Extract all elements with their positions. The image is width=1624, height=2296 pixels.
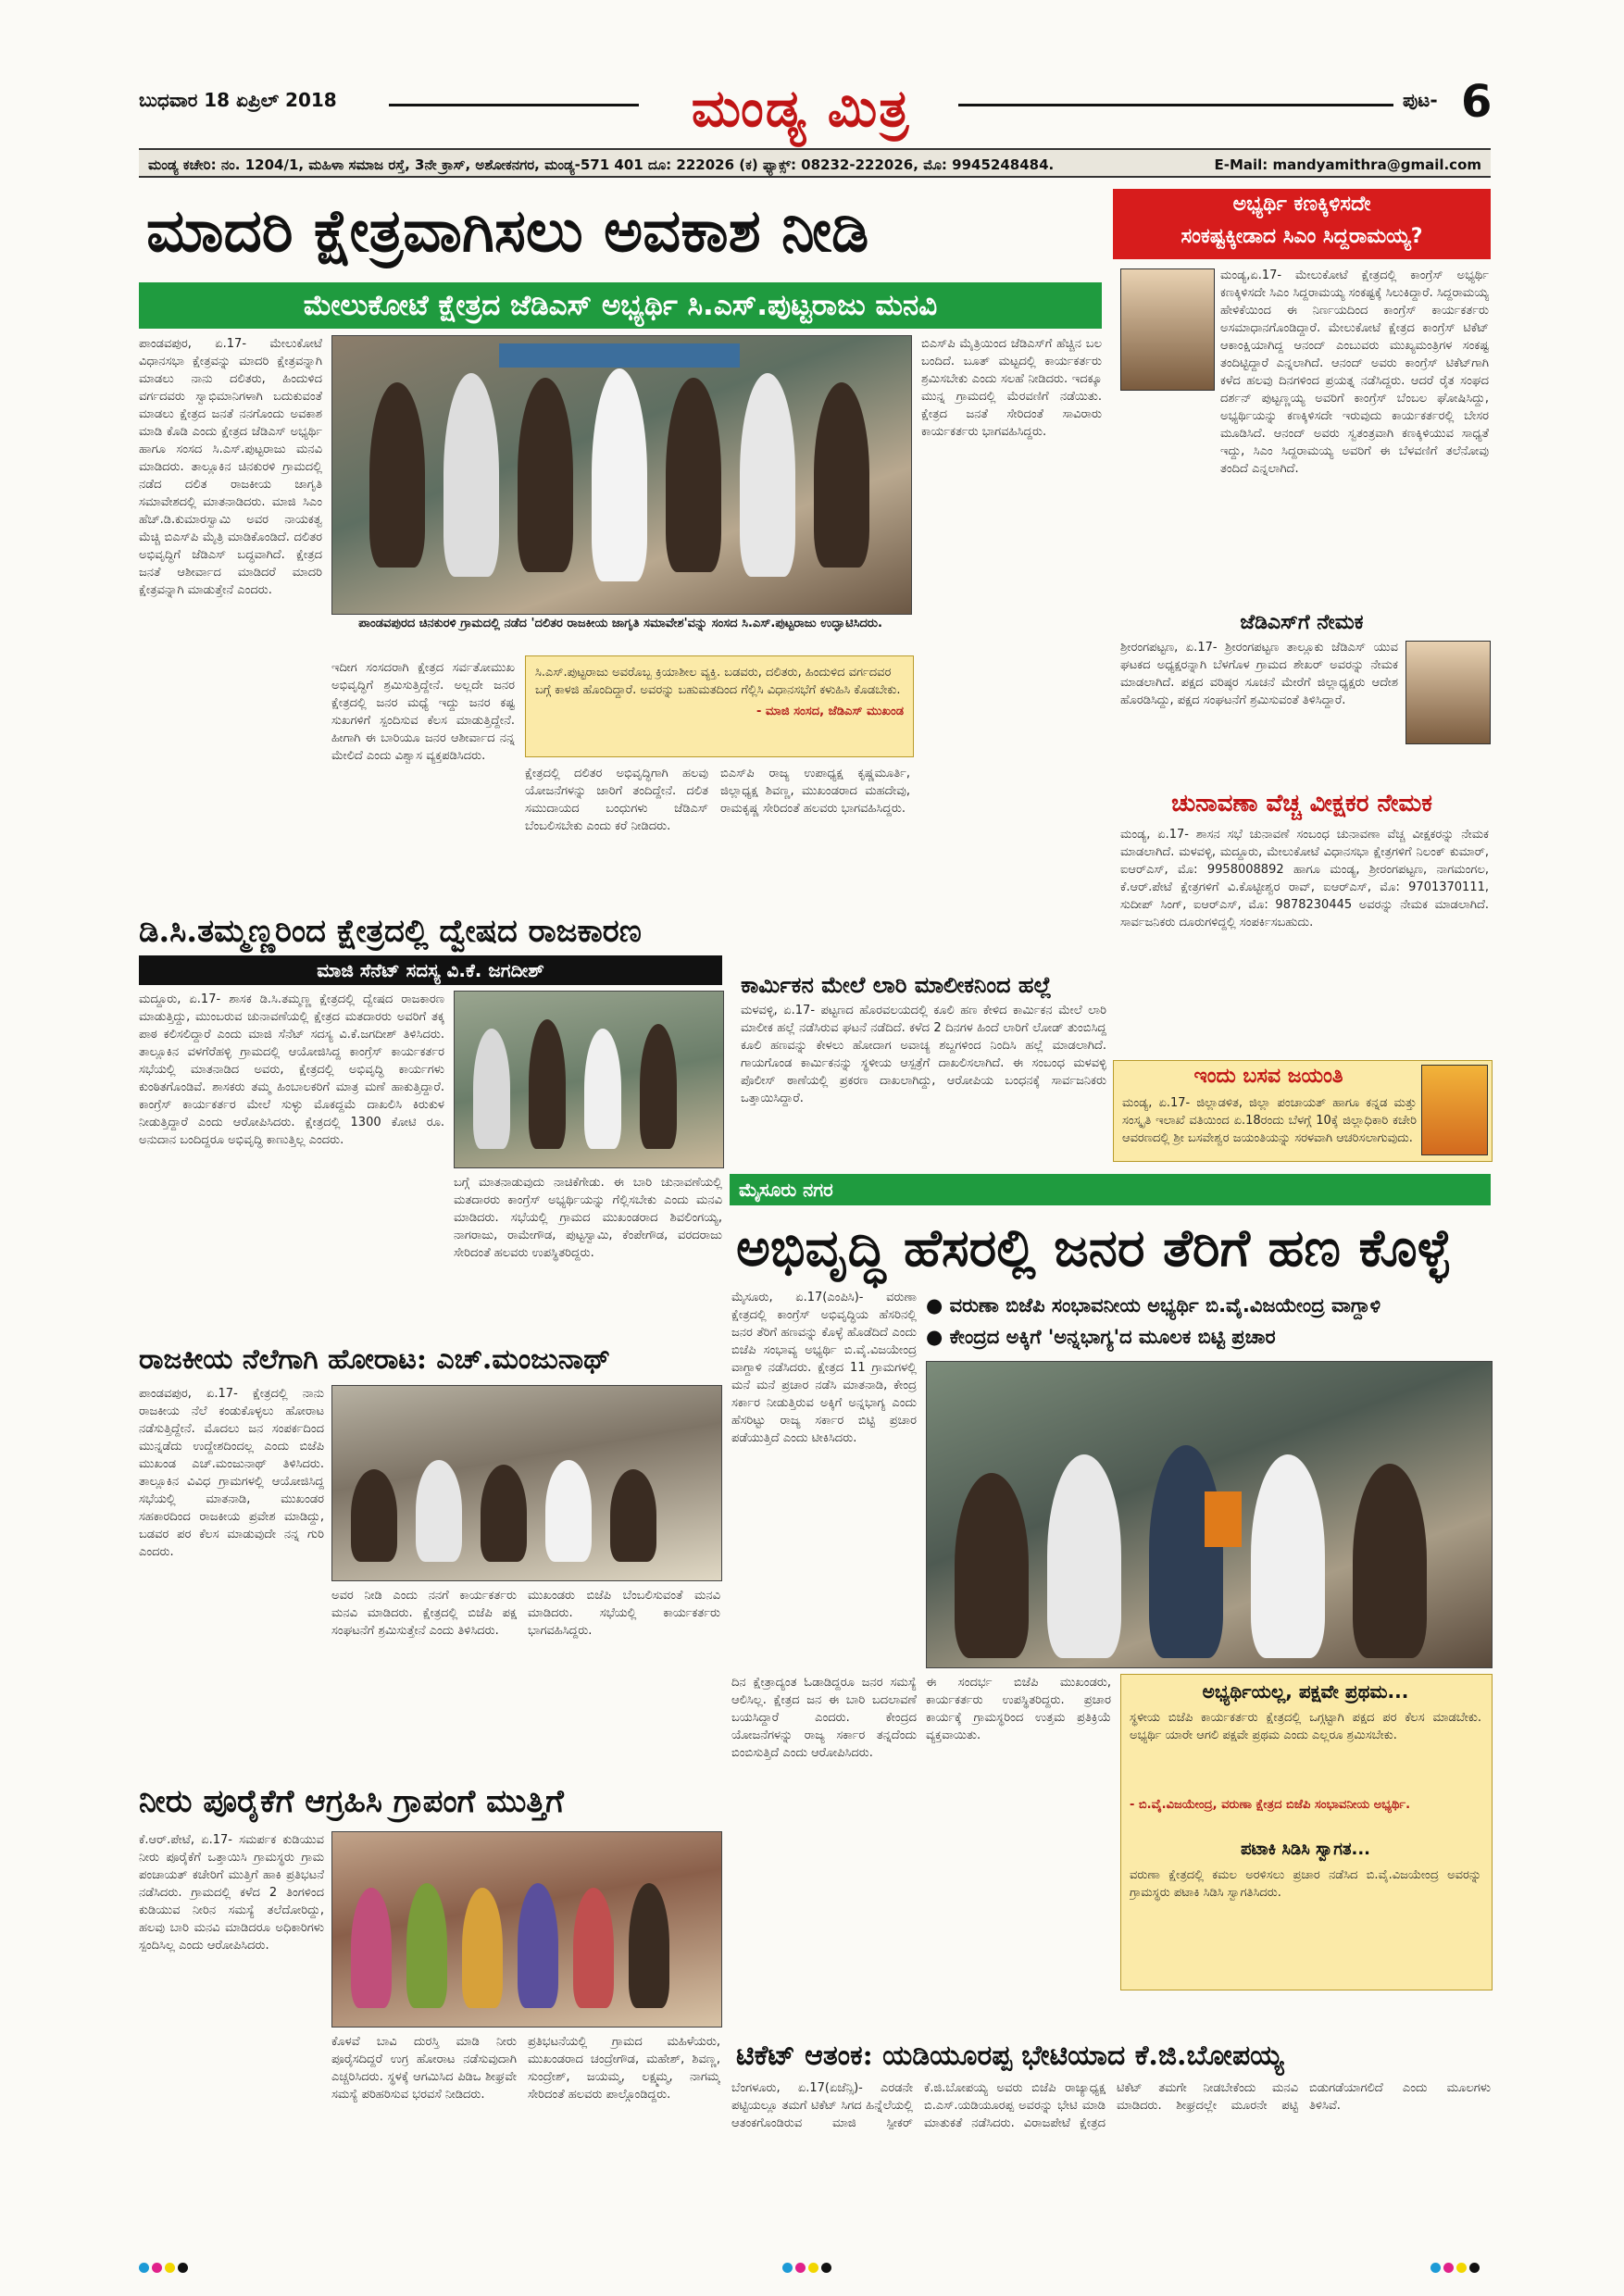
story5-text3: ಪ್ರತಿಭಟನೆಯಲ್ಲಿ ಗ್ರಾಮದ ಮಹಿಳೆಯರು, ಮುಖಂಡರಾದ ಚಂದ್ರೇಗೌಡ, ಮಹೇಶ್, ಶಿವಣ್ಣ, ಸುಂದ್ರೇಶ್, ಜಯಮ್ಮ, ಲಕ್ಷ್ಮಮ್ಮ, ನಾಗಮ್ಮ ಸೇರಿದಂತೆ ಹಲವರು ಪಾಲ್ಗೊಂಡಿದ್ದರು.: [528, 2035, 720, 2102]
sidebar1-title-box: [1113, 189, 1491, 259]
story6-text1: ಮೈಸೂರು, ಏ.17(ಎಂಪಿಸಿ)- ವರುಣಾ ಕ್ಷೇತ್ರದಲ್ಲಿ ಕಾಂಗ್ರೆಸ್ ಅಭಿವೃದ್ಧಿಯ ಹೆಸರಿನಲ್ಲಿ ಜನರ ತೆರಿಗೆ ಹಣವನ್ನು ಕೊಳ್ಳೆ ಹೊಡೆದಿದೆ ಎಂದು ಬಿಜೆಪಿ ಸಂಭಾವ್ಯ ಅಭ್ಯರ್ಥಿ ಬಿ.ವೈ.ವಿಜಯೇಂದ್ರ ವಾಗ್ದಾಳಿ ನಡೆಸಿದರು. ಕ್ಷೇತ್ರದ 11 ಗ್ರಾಮಗಳಲ್ಲಿ ಮನೆ ಮನೆ ಪ್ರಚಾರ ನಡೆಸಿ ಮಾತನಾಡಿ, ಕೇಂದ್ರ ಸರ್ಕಾರ ನೀಡುತ್ತಿರುವ ಅಕ್ಕಿಗೆ ಅನ್ನಭಾಗ್ಯ ಎಂದು ಹೆಸರಿಟ್ಟು ರಾಜ್ಯ ಸರ್ಕಾರ ಬಿಟ್ಟಿ ಪ್ರಚಾರ ಪಡೆಯುತ್ತಿದೆ ಎಂದು ಟೀಕಿಸಿದರು.: [731, 1291, 917, 1445]
story4-text3: ಮುಖಂಡರು ಬಿಜೆಪಿ ಬೆಂಬಲಿಸುವಂತೆ ಮನವಿ ಮಾಡಿದರು. ಸಭೆಯಲ್ಲಿ ಕಾರ್ಯಕರ್ತರು ಭಾಗವಹಿಸಿದ್ದರು.: [528, 1589, 720, 1638]
story7-headline: ಟಿಕೆಟ್ ಆತಂಕ: ಯಡಿಯೂರಪ್ಪ ಭೇಟಿಯಾದ ಕೆ.ಜಿ.ಬೋಪಯ್ಯ: [736, 2040, 1284, 2072]
story1-column5: ಬಿಎಸ್‌ಪಿ ಮೈತ್ರಿಯಿಂದ ಜೆಡಿಎಸ್‌ಗೆ ಹೆಚ್ಚಿನ ಬಲ ಬಂದಿದೆ. ಬೂತ್ ಮಟ್ಟದಲ್ಲಿ ಕಾರ್ಯಕರ್ತರು ಶ್ರಮಿಸಬೇಕು ಎಂದು ಸಲಹೆ ನೀಡಿದರು. ಇದಕ್ಕೂ ಮುನ್ನ ಗ್ರಾಮದಲ್ಲಿ ಮೆರವಣಿಗೆ ನಡೆಯಿತು. ಕ್ಷೇತ್ರದ ಜನತೆ ಸೇರಿದಂತೆ ಸಾವಿರಾರು ಕಾರ್ಯಕರ್ತರು ಭಾಗವಹಿಸಿದ್ದರು.: [921, 337, 1102, 439]
bullet1-text: ವರುಣಾ ಬಿಜೆಪಿ ಸಂಭಾವನೀಯ ಅಭ್ಯರ್ಥಿ ಬಿ.ವೈ.ವಿಜಯೇಂದ್ರ ವಾಗ್ದಾಳಿ: [949, 1294, 1381, 1316]
story5-text1: ಕೆ.ಆರ್.ಪೇಟೆ, ಏ.17- ಸಮರ್ಪಕ ಕುಡಿಯುವ ನೀರು ಪೂರೈಕೆಗೆ ಒತ್ತಾಯಿಸಿ ಗ್ರಾಮಸ್ಥರು ಗ್ರಾಮ ಪಂಚಾಯತ್ ಕಚೇರಿಗೆ ಮುತ್ತಿಗೆ ಹಾಕಿ ಪ್ರತಿಭಟನೆ ನಡೆಸಿದರು. ಗ್ರಾಮದಲ್ಲಿ ಕಳೆದ 2 ತಿಂಗಳಿಂದ ಕುಡಿಯುವ ನೀರಿನ ಸಮಸ್ಯೆ ತಲೆದೋರಿದ್ದು, ಹಲವು ಬಾರಿ ಮನವಿ ಮಾಡಿದರೂ ಅಧಿಕಾರಿಗಳು ಸ್ಪಂದಿಸಿಲ್ಲ ಎಂದು ಆರೋಪಿಸಿದರು.: [139, 1833, 324, 1953]
story1-column2: ಇದೀಗ ಸಂಸದರಾಗಿ ಕ್ಷೇತ್ರದ ಸರ್ವತೋಮುಖ ಅಭಿವೃದ್ಧಿಗೆ ಶ್ರಮಿಸುತ್ತಿದ್ದೇನೆ. ಅಲ್ಲದೇ ಜನರ ಕ್ಷೇತ್ರದಲ್ಲಿ ಜನರ ಮಧ್ಯೆ ಇದ್ದು ಜನರ ಕಷ್ಟ ಸುಖಗಳಿಗೆ ಸ್ಪಂದಿಸುವ ಕೆಲಸ ಮಾಡುತ್ತಿದ್ದೇನೆ. ಹೀಗಾಗಿ ಈ ಬಾರಿಯೂ ಜನರ ಆಶೀರ್ವಾದ ನನ್ನ ಮೇಲಿದೆ ಎಂದು ವಿಶ್ವಾಸ ವ್ಯಕ್ತಪಡಿಸಿದರು.: [331, 661, 515, 763]
story6-bullet1: ● ವರುಣಾ ಬಿಜೆಪಿ ಸಂಭಾವನೀಯ ಅಭ್ಯರ್ಥಿ ಬಿ.ವೈ.ವಿಜಯೇಂದ್ರ ವಾಗ್ದಾಳಿ: [926, 1294, 1381, 1316]
masthead-rule-left: [389, 104, 639, 106]
basavanna-portrait: [1421, 1065, 1488, 1155]
registration-marks-center: [782, 2259, 834, 2277]
story2-headline: ಡಿ.ಸಿ.ತಮ್ಮಣ್ಣರಿಂದ ಕ್ಷೇತ್ರದಲ್ಲಿ ದ್ವೇಷದ ರಾಜಕಾರಣ: [139, 913, 642, 950]
page-label: ಪುಟ-: [1403, 89, 1438, 111]
sidebar2-text: ಶ್ರೀರಂಗಪಟ್ಟಣ, ಏ.17- ಶ್ರೀರಂಗಪಟ್ಟಣ ತಾಲ್ಲೂಕು ಜೆಡಿಎಸ್ ಯುವ ಘಟಕದ ಅಧ್ಯಕ್ಷರನ್ನಾಗಿ ಬೆಳಗೊಳ ಗ್ರಾಮದ ಶೇಖರ್ ಅವರನ್ನು ನೇಮಕ ಮಾಡಲಾಗಿದೆ. ಪಕ್ಷದ ವರಿಷ್ಠರ ಸೂಚನೆ ಮೇರೆಗೆ ಜಿಲ್ಲಾಧ್ಯಕ್ಷರು ಆದೇಶ ಹೊರಡಿಸಿದ್ದು, ಪಕ್ಷದ ಸಂಘಟನೆಗೆ ಶ್ರಮಿಸುವಂತೆ ತಿಳಿಸಿದ್ದಾರೆ.: [1120, 641, 1398, 707]
sidebar3-text: ಮಂಡ್ಯ, ಏ.17- ಶಾಸನ ಸಭೆ ಚುನಾವಣೆ ಸಂಬಂಧ ಚುನಾವಣಾ ವೆಚ್ಚ ವೀಕ್ಷಕರನ್ನು ನೇಮಕ ಮಾಡಲಾಗಿದೆ. ಮಳವಳ್ಳಿ, ಮದ್ದೂರು, ಮೇಲುಕೋಟೆ ವಿಧಾನಸಭಾ ಕ್ಷೇತ್ರಗಳಿಗೆ ನಿಲಂಕ್ ಕುಮಾರ್, ಐಆರ್‌ಎಸ್, ಮೊ: 9958008892 ಹಾಗೂ ಮಂಡ್ಯ, ಶ್ರೀರಂಗಪಟ್ಟಣ, ನಾಗಮಂಗಲ, ಕೆ.ಆರ್.ಪೇಟೆ ಕ್ಷೇತ್ರಗಳಿಗೆ ವಿ.ಕೊಟ್ಟೀಶ್ವರ ರಾವ್, ಐಆರ್‌ಎಸ್, ಮೊ: 9701370111, ಸುದೀಪ್ ಸಿಂಗ್, ಐಆರ್‌ಎಸ್, ಮೊ: 9878230445 ಅವರನ್ನು ನೇಮಕ ಮಾಡಲಾಗಿದೆ. ಸಾರ್ವಜನಿಕರು ದೂರುಗಳಿದ್ದಲ್ಲಿ ಸಂಪರ್ಕಿಸಬಹುದು.: [1120, 828, 1489, 930]
sidebar1-text: ಮಂಡ್ಯ,ಏ.17- ಮೇಲುಕೋಟೆ ಕ್ಷೇತ್ರದಲ್ಲಿ ಕಾಂಗ್ರೆಸ್ ಅಭ್ಯರ್ಥಿ ಕಣಕ್ಕಿಳಿಸದೇ ಸಿಎಂ ಸಿದ್ದರಾಮಯ್ಯ ಸಂಕಷ್ಟಕ್ಕೆ ಸಿಲುಕಿದ್ದಾರೆ. ಸಿದ್ದರಾಮಯ್ಯ ಹೇಳಿಕೆಯಿಂದ ಈ ನಿರ್ಣಯದಿಂದ ಕಾಂಗ್ರೆಸ್ ಕಾರ್ಯಕರ್ತರು ಅಸಮಾಧಾನಗೊಂಡಿದ್ದಾರೆ. ಮೇಲುಕೋಟೆ ಕ್ಷೇತ್ರದ ಕಾಂಗ್ರೆಸ್ ಟಿಕೆಟ್ ಆಕಾಂಕ್ಷಿಯಾಗಿದ್ದ ಆನಂದ್ ಎಂಬುವರು ಮುಖ್ಯಮಂತ್ರಿಗಳ ಸಂಕಷ್ಟ ತಂದಿಟ್ಟಿದ್ದಾರೆ ಎನ್ನಲಾಗಿದೆ. ಆನಂದ್ ಅವರು ಕಾಂಗ್ರೆಸ್ ಟಿಕೆಟ್‌ಗಾಗಿ ಕಳೆದ ಹಲವು ದಿನಗಳಿಂದ ಪ್ರಯತ್ನ ನಡೆಸಿದ್ದರು. ಆದರೆ ರೈತ ಸಂಘದ ದರ್ಶನ್ ಪುಟ್ಟಣ್ಣಯ್ಯ ಅವರಿಗೆ ಕಾಂಗ್ರೆಸ್ ಬೆಂಬಲ ಘೋಷಿಸಿದ್ದು, ಅಭ್ಯರ್ಥಿಯನ್ನು ಕಣಕ್ಕಿಳಿಸದೇ ಇರುವುದು ಕಾರ್ಯಕರ್ತರಲ್ಲಿ ಬೇಸರ ಮೂಡಿಸಿದೆ. ಆನಂದ್ ಅವರು ಸ್ವತಂತ್ರವಾಗಿ ಕಣಕ್ಕಿಳಿಯುವ ಸಾಧ್ಯತೆ ಇದ್ದು, ಸಿಎಂ ಸಿದ್ದರಾಮಯ್ಯ ಅವರಿಗೆ ಈ ಬೆಳವಣಿಗೆ ತಲೆನೋವು ತಂದಿದೆ ಎನ್ನಲಾಗಿದೆ.: [1220, 268, 1489, 476]
story1-column4: ಬಿಎಸ್‌ಪಿ ರಾಜ್ಯ ಉಪಾಧ್ಯಕ್ಷ ಕೃಷ್ಣಮೂರ್ತಿ, ಜಿಲ್ಲಾಧ್ಯಕ್ಷ ಶಿವಣ್ಣ, ಮುಖಂಡರಾದ ಮಹದೇವು, ರಾಮಕೃಷ್ಣ ಸೇರಿದಂತೆ ಹಲವರು ಭಾಗವಹಿಸಿದ್ದರು.: [720, 767, 910, 816]
office-address: ಮಂಡ್ಯ ಕಚೇರಿ: ನಂ. 1204/1, ಮಹಿಳಾ ಸಮಾಜ ರಸ್ತೆ, 3ನೇ ಕ್ರಾಸ್, ಅಶೋಕನಗರ, ಮಂಡ್ಯ-571 401 ದೂ: 222026 (ಕ) ಫ್ಯಾಕ್ಸ್: 08232-222026, ಮೊ: 9945248484.: [148, 156, 1055, 173]
sidebar1-title-line2: ಸಂಕಷ್ಟಕ್ಕೀಡಾದ ಸಿಎಂ ಸಿದ್ದರಾಮಯ್ಯ?: [1181, 225, 1423, 248]
story4-text1: ಪಾಂಡವಪುರ, ಏ.17- ಕ್ಷೇತ್ರದಲ್ಲಿ ನಾನು ರಾಜಕೀಯ ನೆಲೆ ಕಂಡುಕೊಳ್ಳಲು ಹೋರಾಟ ನಡೆಸುತ್ತಿದ್ದೇನೆ. ಮೊದಲು ಜನ ಸಂಪರ್ಕದಿಂದ ಮುನ್ನಡೆದು ಉದ್ದೇಶದಿಂದಲ್ಲ ಎಂದು ಬಿಜೆಪಿ ಮುಖಂಡ ಎಚ್.ಮಂಜುನಾಥ್ ತಿಳಿಸಿದರು. ತಾಲ್ಲೂಕಿನ ವಿವಿಧ ಗ್ರಾಮಗಳಲ್ಲಿ ಆಯೋಜಿಸಿದ್ದ ಸಭೆಯಲ್ಲಿ ಮಾತನಾಡಿ, ಮುಖಂಡರ ಸಹಕಾರದಿಂದ ರಾಜಕೀಯ ಪ್ರವೇಶ ಮಾಡಿದ್ದು, ಬಡವರ ಪರ ಕೆಲಸ ಮಾಡುವುದೇ ನನ್ನ ಗುರಿ ಎಂದರು.: [139, 1387, 324, 1559]
story4-photo: [331, 1385, 722, 1581]
story5-photo: [331, 1831, 722, 2028]
sidebar3-title: ಚುನಾವಣಾ ವೆಚ್ಚ ವೀಕ್ಷಕರ ನೇಮಕ: [1171, 790, 1432, 817]
address-bar: [139, 148, 1491, 178]
story4-text2: ಅವರ ನೀಡಿ ಎಂದು ನನಗೆ ಕಾರ್ಯಕರ್ತರು ಮನವಿ ಮಾಡಿದರು. ಕ್ಷೇತ್ರದಲ್ಲಿ ಬಿಜೆಪಿ ಪಕ್ಷ ಸಂಘಟನೆಗೆ ಶ್ರಮಿಸುತ್ತೇನೆ ಎಂದು ತಿಳಿಸಿದರು.: [331, 1589, 517, 1638]
sidebar2-title: ಜೆಡಿಎಸ್‌ಗೆ ನೇಮಕ: [1240, 611, 1364, 634]
sidebar1-title-line1: ಅಭ್ಯರ್ಥಿ ಕಣಕ್ಕಿಳಿಸದೇ: [1232, 193, 1371, 216]
story1-photo-caption: ಪಾಂಡವಪುರದ ಚಿನಕುರಳಿ ಗ್ರಾಮದಲ್ಲಿ ನಡೆದ 'ದಲಿತರ ರಾಜಕೀಯ ಜಾಗೃತಿ ಸಮಾವೇಶ'ವನ್ನು ಸಂಸದ ಸಿ.ಎಸ್.ಪುಟ್ಟರಾಜು ಉದ್ಘಾಟಿಸಿದರು.: [358, 617, 882, 630]
story2-text1: ಮದ್ದೂರು, ಏ.17- ಶಾಸಕ ಡಿ.ಸಿ.ತಮ್ಮಣ್ಣ ಕ್ಷೇತ್ರದಲ್ಲಿ ದ್ವೇಷದ ರಾಜಕಾರಣ ಮಾಡುತ್ತಿದ್ದು, ಮುಂಬರುವ ಚುನಾವಣೆಯಲ್ಲಿ ಕ್ಷೇತ್ರದ ಮತದಾರರು ಅವರಿಗೆ ತಕ್ಕ ಪಾಠ ಕಲಿಸಲಿದ್ದಾರೆ ಎಂದು ಮಾಜಿ ಸೆನೆಟ್ ಸದಸ್ಯ ವಿ.ಕೆ.ಜಗದೀಶ್ ತಿಳಿಸಿದರು. ತಾಲ್ಲೂಕಿನ ವಳಗೆರೆಹಳ್ಳಿ ಗ್ರಾಮದಲ್ಲಿ ಆಯೋಜಿಸಿದ್ದ ಕಾಂಗ್ರೆಸ್ ಕಾರ್ಯಕರ್ತರ ಸಭೆಯಲ್ಲಿ ಮಾತನಾಡಿದ ಅವರು, ಕ್ಷೇತ್ರದಲ್ಲಿ ಅಭಿವೃದ್ಧಿ ಕಾರ್ಯಗಳು ಕುಂಠಿತಗೊಂಡಿವೆ. ಶಾಸಕರು ತಮ್ಮ ಹಿಂಬಾಲಕರಿಗೆ ಮಾತ್ರ ಮಣೆ ಹಾಕುತ್ತಿದ್ದಾರೆ. ಕಾಂಗ್ರೆಸ್ ಕಾರ್ಯಕರ್ತರ ಮೇಲೆ ಸುಳ್ಳು ಮೊಕದ್ದಮೆ ದಾಖಲಿಸಿ ಕಿರುಕುಳ ನೀಡುತ್ತಿದ್ದಾರೆ ಎಂದು ಆರೋಪಿಸಿದರು. ಕ್ಷೇತ್ರದಲ್ಲಿ 1300 ಕೋಟಿ ರೂ. ಅನುದಾನ ಬಂದಿದ್ದರೂ ಅಭಿವೃದ್ಧಿ ಕಾಣುತ್ತಿಲ್ಲ ಎಂದರು.: [139, 992, 444, 1147]
story5-text2: ಕೊಳವೆ ಬಾವಿ ದುರಸ್ತಿ ಮಾಡಿ ನೀರು ಪೂರೈಸದಿದ್ದರೆ ಉಗ್ರ ಹೋರಾಟ ನಡೆಸುವುದಾಗಿ ಎಚ್ಚರಿಸಿದರು. ಸ್ಥಳಕ್ಕೆ ಆಗಮಿಸಿದ ಪಿಡಿಒ ಶೀಘ್ರವೇ ಸಮಸ್ಯೆ ಪರಿಹರಿಸುವ ಭರವಸೆ ನೀಡಿದರು.: [331, 2035, 517, 2102]
masthead-rule-right: [958, 104, 1393, 106]
story6-box-attribution: - ಬಿ.ವೈ.ವಿಜಯೇಂದ್ರ, ವರುಣಾ ಕ್ಷೇತ್ರದ ಬಿಜೆಪಿ ಸಂಭಾವನೀಯ ಅಭ್ಯರ್ಥಿ.: [1130, 1798, 1411, 1812]
story6-text2: ದಿನ ಕ್ಷೇತ್ರಾದ್ಯಂತ ಓಡಾಡಿದ್ದರೂ ಜನರ ಸಮಸ್ಯೆ ಆಲಿಸಿಲ್ಲ. ಕ್ಷೇತ್ರದ ಜನ ಈ ಬಾರಿ ಬದಲಾವಣೆ ಬಯಸಿದ್ದಾರೆ ಎಂದರು. ಕೇಂದ್ರದ ಯೋಜನೆಗಳನ್ನು ರಾಜ್ಯ ಸರ್ಕಾರ ತನ್ನದೆಂದು ಬಿಂಬಿಸುತ್ತಿದೆ ಎಂದು ಆರೋಪಿಸಿದರು.: [731, 1676, 917, 1760]
sidebar4-text: ಮಂಡ್ಯ, ಏ.17- ಜಿಲ್ಲಾಡಳಿತ, ಜಿಲ್ಲಾ ಪಂಚಾಯತ್ ಹಾಗೂ ಕನ್ನಡ ಮತ್ತು ಸಂಸ್ಕೃತಿ ಇಲಾಖೆ ವತಿಯಿಂದ ಏ.18ರಂದು ಬೆಳಗ್ಗೆ 10ಕ್ಕೆ ಜಿಲ್ಲಾಧಿಕಾರಿ ಕಚೇರಿ ಆವರಣದಲ್ಲಿ ಶ್ರೀ ಬಸವೇಶ್ವರ ಜಯಂತಿಯನ್ನು ಸರಳವಾಗಿ ಆಚರಿಸಲಾಗುವುದು.: [1122, 1096, 1417, 1145]
registration-marks-right: [1430, 2259, 1482, 2277]
pull-quote-text: ಸಿ.ಎಸ್.ಪುಟ್ಟರಾಜು ಅವರೊಬ್ಬ ಕ್ರಿಯಾಶೀಲ ವ್ಯಕ್ತಿ. ಬಡವರು, ದಲಿತರು, ಹಿಂದುಳಿದ ವರ್ಗದವರ ಬಗ್ಗೆ ಕಾಳಜಿ ಹೊಂದಿದ್ದಾರೆ. ಅವರನ್ನು ಬಹುಮತದಿಂದ ಗೆಲ್ಲಿಸಿ ವಿಧಾನಸಭೆಗೆ ಕಳುಹಿಸಿ ಕೊಡಬೇಕು.: [535, 666, 901, 697]
story2-photo: [454, 991, 724, 1168]
issue-date: ಬುಧವಾರ 18 ಏಪ್ರಿಲ್ 2018: [139, 89, 337, 111]
story7-text: ಬೆಂಗಳೂರು, ಏ.17(ಏಜೆನ್ಸಿ)- ಎರಡನೇ ಪಟ್ಟಿಯಲ್ಲೂ ತಮಗೆ ಟಿಕೆಟ್ ಸಿಗದ ಹಿನ್ನೆಲೆಯಲ್ಲಿ ಆತಂಕಗೊಂಡಿರುವ ಮಾಜಿ ಸ್ಪೀಕರ್ ಕೆ.ಜಿ.ಬೋಪಯ್ಯ ಅವರು ಬಿಜೆಪಿ ರಾಜ್ಯಾಧ್ಯಕ್ಷ ಬಿ.ಎಸ್.ಯಡಿಯೂರಪ್ಪ ಅವರನ್ನು ಭೇಟಿ ಮಾಡಿ ಮಾತುಕತೆ ನಡೆಸಿದರು. ವಿರಾಜಪೇಟೆ ಕ್ಷೇತ್ರದ ಟಿಕೆಟ್ ತಮಗೇ ನೀಡಬೇಕೆಂದು ಮನವಿ ಮಾಡಿದರು. ಶೀಘ್ರದಲ್ಲೇ ಮೂರನೇ ಪಟ್ಟಿ ಬಿಡುಗಡೆಯಾಗಲಿದೆ ಎಂದು ಮೂಲಗಳು ತಿಳಿಸಿವೆ.: [731, 2081, 1491, 2130]
story1-photo: [331, 335, 912, 615]
story3-headline: ಕಾರ್ಮಿಕನ ಮೇಲೆ ಲಾರಿ ಮಾಲೀಕನಿಂದ ಹಲ್ಲೆ: [741, 971, 1052, 998]
sidebar2-photo: [1405, 641, 1491, 744]
story1-pull-quote: [525, 655, 914, 757]
story6-box-text2: ವರುಣಾ ಕ್ಷೇತ್ರದಲ್ಲಿ ಕಮಲ ಅರಳಿಸಲು ಪ್ರಚಾರ ನಡೆಸಿದ ಬಿ.ವೈ.ವಿಜಯೇಂದ್ರ ಅವರನ್ನು ಗ್ರಾಮಸ್ಥರು ಪಟಾಕಿ ಸಿಡಿಸಿ ಸ್ವಾಗತಿಸಿದರು.: [1130, 1868, 1481, 1900]
story6-box-title: ಅಭ್ಯರ್ಥಿಯಲ್ಲ, ಪಕ್ಷವೇ ಪ್ರಥಮ...: [1202, 1680, 1409, 1703]
story1-column3: ಕ್ಷೇತ್ರದಲ್ಲಿ ದಲಿತರ ಅಭಿವೃದ್ಧಿಗಾಗಿ ಹಲವು ಯೋಜನೆಗಳನ್ನು ಜಾರಿಗೆ ತಂದಿದ್ದೇನೆ. ದಲಿತ ಸಮುದಾಯದ ಬಂಧುಗಳು ಜೆಡಿಎಸ್ ಬೆಂಬಲಿಸಬೇಕು ಎಂದು ಕರೆ ನೀಡಿದರು.: [525, 767, 708, 833]
story6-bullet2: ● ಕೇಂದ್ರದ ಅಕ್ಕಿಗೆ 'ಅನ್ನಭಾಗ್ಯ'ದ ಮೂಲಕ ಬಿಟ್ಟಿ ಪ್ರಚಾರ: [926, 1326, 1276, 1348]
story2-text2: ಬಗ್ಗೆ ಮಾತನಾಡುವುದು ನಾಚಿಕೆಗೇಡು. ಈ ಬಾರಿ ಚುನಾವಣೆಯಲ್ಲಿ ಮತದಾರರು ಕಾಂಗ್ರೆಸ್ ಅಭ್ಯರ್ಥಿಯನ್ನು ಗೆಲ್ಲಿಸಬೇಕು ಎಂದು ಮನವಿ ಮಾಡಿದರು. ಸಭೆಯಲ್ಲಿ ಗ್ರಾಮದ ಮುಖಂಡರಾದ ಶಿವಲಿಂಗಯ್ಯ, ನಾಗರಾಜು, ರಾಮೇಗೌಡ, ಪುಟ್ಟಸ್ವಾಮಿ, ಕೆಂಪೇಗೌಡ, ವರದರಾಜು ಸೇರಿದಂತೆ ಹಲವರು ಉಪಸ್ಥಿತರಿದ್ದರು.: [454, 1176, 722, 1260]
bullet2-text: ಕೇಂದ್ರದ ಅಕ್ಕಿಗೆ 'ಅನ್ನಭಾಗ್ಯ'ದ ಮೂಲಕ ಬಿಟ್ಟಿ ಪ್ರಚಾರ: [949, 1326, 1276, 1348]
story6-box-text: ಸ್ಥಳೀಯ ಬಿಜೆಪಿ ಕಾರ್ಯಕರ್ತರು ಕ್ಷೇತ್ರದಲ್ಲಿ ಒಗ್ಗಟ್ಟಾಗಿ ಪಕ್ಷದ ಪರ ಕೆಲಸ ಮಾಡಬೇಕು. ಅಭ್ಯರ್ಥಿ ಯಾರೇ ಆಗಲಿ ಪಕ್ಷವೇ ಪ್ರಥಮ ಎಂದು ಎಲ್ಲರೂ ಶ್ರಮಿಸಬೇಕು.: [1130, 1711, 1481, 1742]
story1-headline: ಮಾದರಿ ಕ್ಷೇತ್ರವಾಗಿಸಲು ಅವಕಾಶ ನೀಡಿ: [146, 196, 869, 266]
newspaper-logo: ಮಂಡ್ಯ ಮಿತ್ರ: [691, 78, 911, 139]
story2-subhead: ಮಾಜಿ ಸೆನೆಟ್ ಸದಸ್ಯ ವಿ.ಕೆ. ಜಗದೀಶ್: [139, 955, 722, 985]
story6-text3: ಈ ಸಂದರ್ಭ ಬಿಜೆಪಿ ಮುಖಂಡರು, ಕಾರ್ಯಕರ್ತರು ಉಪಸ್ಥಿತರಿದ್ದರು. ಪ್ರಚಾರ ಕಾರ್ಯಕ್ಕೆ ಗ್ರಾಮಸ್ಥರಿಂದ ಉತ್ತಮ ಪ್ರತಿಕ್ರಿಯೆ ವ್ಯಕ್ತವಾಯಿತು.: [926, 1676, 1111, 1742]
story3-text: ಮಳವಳ್ಳಿ, ಏ.17- ಪಟ್ಟಣದ ಹೊರವಲಯದಲ್ಲಿ ಕೂಲಿ ಹಣ ಕೇಳಿದ ಕಾರ್ಮಿಕನ ಮೇಲೆ ಲಾರಿ ಮಾಲೀಕ ಹಲ್ಲೆ ನಡೆಸಿರುವ ಘಟನೆ ನಡೆದಿದೆ. ಕಳೆದ 2 ದಿನಗಳ ಹಿಂದೆ ಲಾರಿಗೆ ಲೋಡ್ ತುಂಬಿಸಿದ್ದ ಕೂಲಿ ಹಣವನ್ನು ಕೇಳಲು ಹೋದಾಗ ಅವಾಚ್ಯ ಶಬ್ದಗಳಿಂದ ನಿಂದಿಸಿ ಹಲ್ಲೆ ಮಾಡಲಾಗಿದೆ. ಗಾಯಗೊಂಡ ಕಾರ್ಮಿಕನನ್ನು ಸ್ಥಳೀಯ ಆಸ್ಪತ್ರೆಗೆ ದಾಖಲಿಸಲಾಗಿದೆ. ಈ ಸಂಬಂಧ ಮಳವಳ್ಳಿ ಪೊಲೀಸ್ ಠಾಣೆಯಲ್ಲಿ ಪ್ರಕರಣ ದಾಖಲಾಗಿದ್ದು, ಆರೋಪಿಯ ಬಂಧನಕ್ಕೆ ಸಾರ್ವಜನಿಕರು ಒತ್ತಾಯಿಸಿದ್ದಾರೆ.: [741, 1004, 1106, 1105]
story1-subhead: ಮೇಲುಕೋಟೆ ಕ್ಷೇತ್ರದ ಜೆಡಿಎಸ್ ಅಭ್ಯರ್ಥಿ ಸಿ.ಎಸ್.ಪುಟ್ಟರಾಜು ಮನವಿ: [139, 282, 1102, 329]
sidebar4-title: ಇಂದು ಬಸವ ಜಯಂತಿ: [1193, 1065, 1343, 1088]
registration-marks-left: [139, 2259, 191, 2277]
story5-headline: ನೀರು ಪೂರೈಕೆಗೆ ಆಗ್ರಹಿಸಿ ಗ್ರಾಪಂಗೆ ಮುತ್ತಿಗೆ: [139, 1783, 564, 1820]
story6-headline: ಅಭಿವೃದ್ಧಿ ಹೆಸರಲ್ಲಿ ಜನರ ತೆರಿಗೆ ಹಣ ಕೊಳ್ಳೆ: [736, 1217, 1451, 1279]
page-number: 6: [1461, 76, 1493, 128]
sidebar1-photo: [1120, 268, 1215, 391]
pull-quote-attribution: - ಮಾಜಿ ಸಂಸದ, ಜೆಡಿಎಸ್ ಮುಖಂಡ: [756, 705, 904, 718]
contact-email[interactable]: E-Mail: mandyamithra@gmail.com: [1214, 156, 1481, 173]
story6-section-label: ಮೈಸೂರು ನಗರ: [730, 1174, 1491, 1205]
story6-photo: [926, 1361, 1493, 1668]
story1-column1: ಪಾಂಡವಪುರ, ಏ.17- ಮೇಲುಕೋಟೆ ವಿಧಾನಸಭಾ ಕ್ಷೇತ್ರವನ್ನು ಮಾದರಿ ಕ್ಷೇತ್ರವನ್ನಾಗಿ ಮಾಡಲು ನಾನು ದಲಿತರು, ಹಿಂದುಳಿದ ವರ್ಗದವರು ಸ್ವಾಭಿಮಾನಿಗಳಾಗಿ ಬದುಕುವಂತೆ ಮಾಡಲು ಕ್ಷೇತ್ರದ ಜನತೆ ನನಗೊಂದು ಅವಕಾಶ ಮಾಡಿ ಕೊಡಿ ಎಂದು ಕ್ಷೇತ್ರದ ಜೆಡಿಎಸ್ ಅಭ್ಯರ್ಥಿ ಹಾಗೂ ಸಂಸದ ಸಿ.ಎಸ್.ಪುಟ್ಟರಾಜು ಮನವಿ ಮಾಡಿದರು. ತಾಲ್ಲೂಕಿನ ಚಿನಕುರಳಿ ಗ್ರಾಮದಲ್ಲಿ ನಡೆದ ದಲಿತ ರಾಜಕೀಯ ಜಾಗೃತಿ ಸಮಾವೇಶದಲ್ಲಿ ಮಾತನಾಡಿದರು. ಮಾಜಿ ಸಿಎಂ ಹೆಚ್.ಡಿ.ಕುಮಾರಸ್ವಾಮಿ ಅವರ ನಾಯಕತ್ವ ಮೆಚ್ಚಿ ಬಿಎಸ್‌ಪಿ ಮೈತ್ರಿ ಮಾಡಿಕೊಂಡಿದೆ. ದಲಿತರ ಅಭಿವೃದ್ಧಿಗೆ ಜೆಡಿಎಸ್ ಬದ್ಧವಾಗಿದೆ. ಕ್ಷೇತ್ರದ ಜನತೆ ಆಶೀರ್ವಾದ ಮಾಡಿದರೆ ಮಾದರಿ ಕ್ಷೇತ್ರವನ್ನಾಗಿ ಮಾಡುತ್ತೇನೆ ಎಂದರು.: [139, 337, 322, 597]
story4-headline: ರಾಜಕೀಯ ನೆಲೆಗಾಗಿ ಹೋರಾಟ: ಎಚ್.ಮಂಜುನಾಥ್: [139, 1343, 611, 1376]
story6-box-title2: ಪಟಾಕಿ ಸಿಡಿಸಿ ಸ್ವಾಗತ...: [1240, 1840, 1371, 1859]
